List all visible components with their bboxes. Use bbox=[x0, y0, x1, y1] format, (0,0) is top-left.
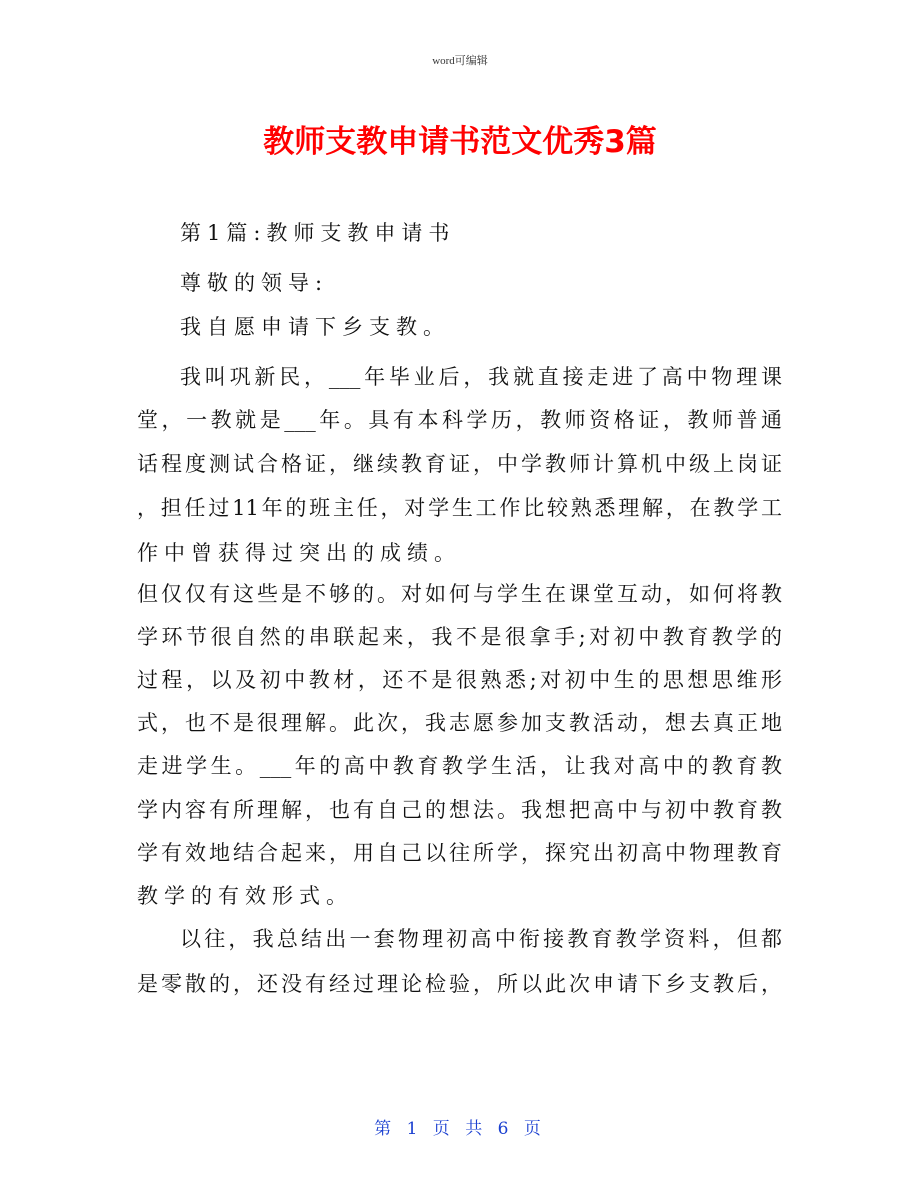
body-line: 第1篇:教师支教申请书 bbox=[180, 221, 456, 245]
body-line: 但仅仅有这些是不够的。对如何与学生在课堂互动，如何将教 bbox=[137, 582, 782, 606]
body-line: ，担任过11年的班主任，对学生工作比较熟悉理解，在教学工 bbox=[137, 496, 782, 520]
body-line: 学内容有所理解，也有自己的想法。我想把高中与初中教育教 bbox=[137, 798, 782, 822]
body-line: 我叫巩新民，___年毕业后，我就直接走进了高中物理课 bbox=[180, 365, 782, 389]
body-line: 以往，我总结出一套物理初高中衔接教育教学资料，但都 bbox=[180, 927, 782, 951]
body-line: 过程，以及初中教材，还不是很熟悉;对初中生的思想思维形 bbox=[137, 668, 782, 692]
body-line: 学有效地结合起来，用自己以往所学，探究出初高中物理教育 bbox=[137, 841, 782, 865]
body-line: 走进学生。___年的高中教育教学生活，让我对高中的教育教 bbox=[137, 754, 782, 778]
body-line: 学环节很自然的串联起来，我不是很拿手;对初中教育教学的 bbox=[137, 625, 782, 649]
body-line: 教学的有效形式。 bbox=[137, 884, 353, 908]
page-header: word可编辑 bbox=[432, 55, 488, 67]
body-line: 尊敬的领导: bbox=[180, 271, 329, 295]
document-title: 教师支教申请书范文优秀3篇 bbox=[263, 124, 657, 160]
body-line: 话程度测试合格证，继续教育证，中学教师计算机中级上岗证 bbox=[137, 452, 782, 476]
body-line: 堂，一教就是___年。具有本科学历，教师资格证，教师普通 bbox=[137, 408, 782, 432]
page-footer: 第 1 页 共 6 页 bbox=[374, 1119, 546, 1139]
body-line: 是零散的，还没有经过理论检验，所以此次申请下乡支教后， bbox=[137, 972, 782, 996]
body-line: 我自愿申请下乡支教。 bbox=[180, 315, 450, 339]
body-line: 作中曾获得过突出的成绩。 bbox=[137, 541, 461, 565]
body-line: 式，也不是很理解。此次，我志愿参加支教活动，想去真正地 bbox=[137, 711, 782, 735]
